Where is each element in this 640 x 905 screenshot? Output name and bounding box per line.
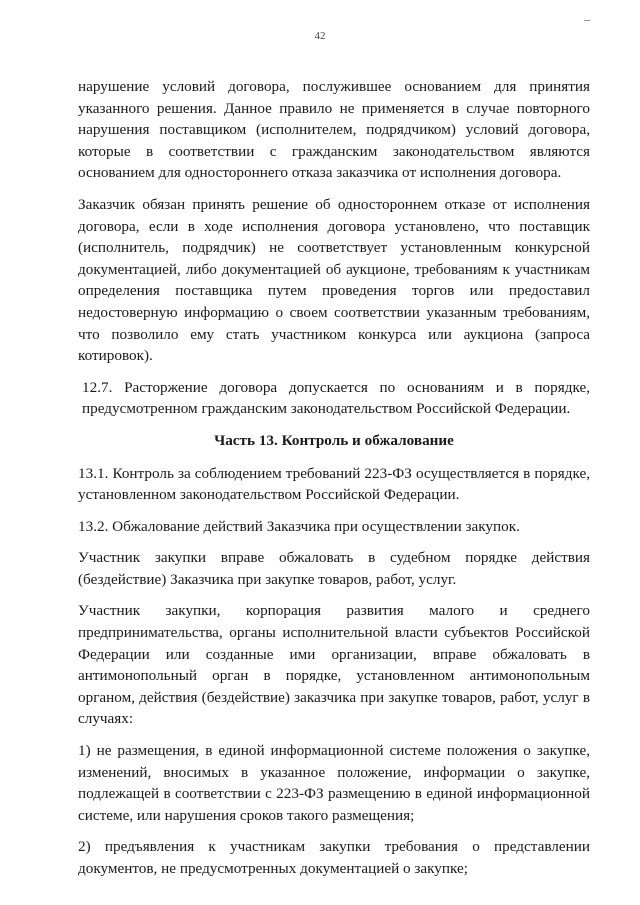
list-item-1: 1) не размещения, в единой информационной системе положения о закупке, изменений, вносимых в указанное положение, информации о закупке, подлежащей в соответствии с 223-ФЗ размещению в единой информационной системе, или нарушения сроков такого размещения; (78, 742, 590, 824)
document-body (78, 76, 590, 890)
paragraph-12-7: 12.7. Расторжение договора допускается по основаниям и в порядке, предусмотренном гражданским законодательством Российской Федерации. (82, 378, 590, 418)
paragraph-13-2: 13.2. Обжалование действий Заказчика при осуществлении закупок. (78, 517, 520, 535)
scan-corner-mark (584, 20, 590, 21)
paragraph-unilateral-refusal: Заказчик обязан принять решение об одностороннем отказе от исполнения договора, если в ходе исполнения договора установлено, что поставщик (исполнитель, подрядчик) не соответствует установленным конкурсной документацией, либо документацией об аукционе, требованиям к участникам определения поставщика путем проведения торгов или предоставил недостоверную информацию о своем соответствии указанным требованиям, что позволило ему стать участником конкурса или аукциона (запроса котировок). (78, 195, 590, 365)
paragraph-13-1: 13.1. Контроль за соблюдением требований 223-ФЗ осуществляется в порядке, установленном законодательством Российской Федерации. (78, 464, 590, 504)
list-item-2: 2) предъявления к участникам закупки требования о представлении документов, не предусмотренных документацией о закупке; (78, 838, 590, 877)
section-heading: Часть 13. Контроль и обжалование (214, 431, 454, 449)
paragraph-continuation: нарушение условий договора, послужившее основанием для принятия указанного решения. Данное правило не применяется в случае повторного нарушения поставщиком (исполнителем, подрядчиком) условий договора, которые в соответствии с гражданским законодательством являются основанием для одностороннего отказа заказчика от исполнения договора. (78, 78, 590, 182)
paragraph-participant-antimonopoly: Участник закупки, корпорация развития малого и среднего предпринимательства, органы исполнительной власти субъектов Российской Федерации или созданные ими организации, вправе обжаловать в антимонопольный орган в порядке, установленном антимонопольным органом, действия (бездействие) заказчика при закупке товаров, работ, услуг в случаях: (78, 602, 590, 728)
paragraph-participant-court: Участник закупки вправе обжаловать в судебном порядке действия (бездействие) Заказчика при закупке товаров, работ, услуг. (78, 549, 590, 588)
page-number: 42 (314, 30, 326, 42)
